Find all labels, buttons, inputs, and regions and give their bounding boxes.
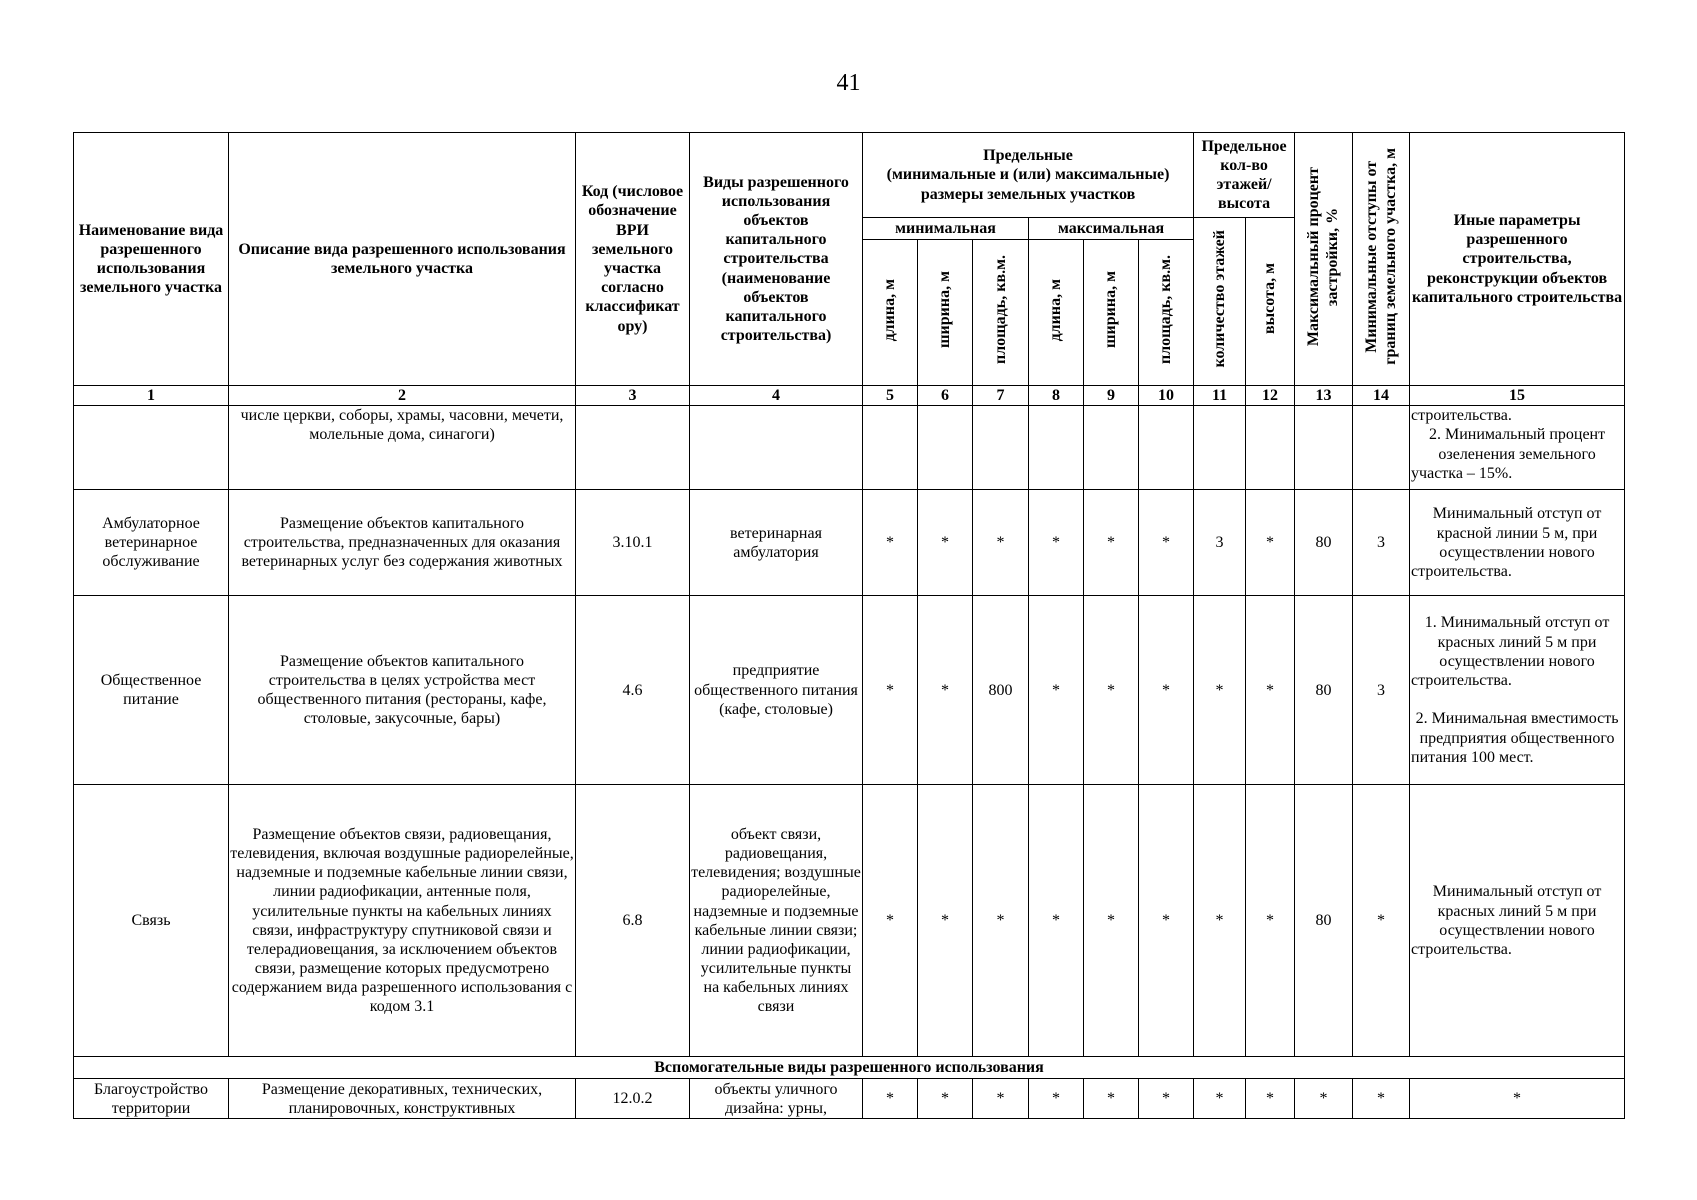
row-value: 80 [1295,490,1353,596]
header-other-params: Иные параметры разрешенного строительства, реконструкции объектов капитального строительства [1410,133,1625,386]
column-number: 4 [690,386,863,406]
row-value: * [918,785,973,1057]
page-number: 41 [836,70,861,96]
row-value: * [1295,1079,1353,1119]
column-number: 5 [863,386,918,406]
header-max-width: ширина, м [1084,240,1139,386]
row-objects: объект связи, радиовещания, телевидения; воздушные радиорелейные, надземные и подземные кабельные линии связи; линии радиофикации, усилительные пункты на кабельных линиях связи [690,785,863,1057]
table-row [74,406,1625,490]
row-objects: предприятие общественного питания (кафе, столовые) [690,596,863,785]
row-code: 12.0.2 [576,1079,690,1119]
header-max-area: площадь, кв.м. [1139,240,1194,386]
row-other-params: Минимальный отступ от красной линии 5 м, при осуществлении нового строительства. [1410,490,1625,596]
header-description: Описание вида разрешенного использования земельного участка [229,133,576,386]
row-value [1194,406,1246,490]
column-number: 11 [1194,386,1246,406]
row-name: Амбулаторное ветеринарное обслуживание [74,490,229,596]
row-value [1139,406,1194,490]
table-row [74,490,1625,596]
header-min-setback: Минимальные отступы от границ земельного участка, м [1353,133,1410,386]
row-name: Общественное питание [74,596,229,785]
row-value: * [918,1079,973,1119]
column-number: 15 [1410,386,1625,406]
column-number: 13 [1295,386,1353,406]
row-value: 80 [1295,785,1353,1057]
row-value: * [1029,1079,1084,1119]
column-number: 14 [1353,386,1410,406]
row-name: Связь [74,785,229,1057]
row-value [1353,406,1410,490]
column-number: 10 [1139,386,1194,406]
row-value: * [863,596,918,785]
row-value [1295,406,1353,490]
row-name [74,406,229,490]
row-value: 800 [973,596,1029,785]
header-min-group: минимальная [863,218,1029,240]
header-min-width: ширина, м [918,240,973,386]
row-value [918,406,973,490]
row-objects: ветеринарная амбулатория [690,490,863,596]
header-max-group: максимальная [1029,218,1194,240]
row-code: 3.10.1 [576,490,690,596]
row-value: * [1353,785,1410,1057]
row-value: 80 [1295,596,1353,785]
row-value: * [1194,785,1246,1057]
row-description: Размещение объектов капитального строительства, предназначенных для оказания ветеринарных услуг без содержания животных [229,490,576,596]
row-value: * [1194,596,1246,785]
row-description: Размещение объектов связи, радиовещания, телевидения, включая воздушные радиорелейные, надземные и подземные кабельные линии связи, линии радиофикации, антенные поля, усилительные пункты на кабельных линиях связи, инфраструктуру спутниковой связи и телерадиовещания, за исключением объектов связи, размещение которых предусмотрено содержанием вида разрешенного использования с кодом 3.1 [229,785,576,1057]
row-objects [690,406,863,490]
zoning-table [73,132,1625,1119]
row-value: * [1194,1079,1246,1119]
row-value: * [1139,490,1194,596]
row-value: * [918,490,973,596]
row-value: * [1084,1079,1139,1119]
row-description: числе церкви, соборы, храмы, часовни, мечети, молельные дома, синагоги) [229,406,576,490]
header-height: высота, м [1246,218,1295,386]
row-description: Размещение декоративных, технических, планировочных, конструктивных [229,1079,576,1119]
row-value: * [1084,596,1139,785]
row-value: * [863,1079,918,1119]
column-number: 12 [1246,386,1295,406]
row-value: 3 [1353,596,1410,785]
row-value: * [1246,490,1295,596]
header-name: Наименование вида разрешенного использования земельного участка [74,133,229,386]
row-value: * [1139,596,1194,785]
column-number: 8 [1029,386,1084,406]
header-objects: Виды разрешенного использования объектов капитального строительства (наименование объектов капитального строительства) [690,133,863,386]
row-name: Благоустройство территории [74,1079,229,1119]
row-value: * [863,490,918,596]
row-value: * [1353,1079,1410,1119]
header-min-area: площадь, кв.м. [973,240,1029,386]
row-value: * [1246,596,1295,785]
row-value [1084,406,1139,490]
row-value: * [1029,490,1084,596]
row-value: 3 [1353,490,1410,596]
header-max-length: длина, м [1029,240,1084,386]
header-plot-sizes: Предельные (минимальные и (или) максимальные) размеры земельных участков [863,133,1194,218]
row-objects: объекты уличного дизайна: урны, [690,1079,863,1119]
header-code: Код (числовое обозначение ВРИ земельного участка согласно классификат ору) [576,133,690,386]
column-number: 7 [973,386,1029,406]
row-code [576,406,690,490]
row-value [973,406,1029,490]
row-value: * [1139,785,1194,1057]
header-min-length: длина, м [863,240,918,386]
row-code: 4.6 [576,596,690,785]
column-number: 1 [74,386,229,406]
header-floors-count: количество этажей [1194,218,1246,386]
row-other-params: строительства. 2. Минимальный процент озеленения земельного участка – 15%. [1410,406,1625,490]
table-row [74,596,1625,785]
row-value: * [973,785,1029,1057]
column-number: 3 [576,386,690,406]
row-value: * [1029,785,1084,1057]
row-value [863,406,918,490]
row-other-params: Минимальный отступ от красных линий 5 м при осуществлении нового строительства. [1410,785,1625,1057]
row-value: * [1246,1079,1295,1119]
row-other-params: 1. Минимальный отступ от красных линий 5 м при осуществлении нового строительства. 2. Минимальная вместимость предприятия общественного питания 100 мест. [1410,596,1625,785]
row-value: * [1084,785,1139,1057]
row-code: 6.8 [576,785,690,1057]
row-value: * [1139,1079,1194,1119]
row-value: * [973,1079,1029,1119]
column-number: 9 [1084,386,1139,406]
table-row [74,785,1625,1057]
section-header-row [74,1057,1625,1079]
row-other-params: * [1410,1079,1625,1119]
header-floors-group: Предельное кол-во этажей/ высота [1194,133,1295,218]
row-value: * [1029,596,1084,785]
row-value: 3 [1194,490,1246,596]
header-max-percent: Максимальный процент застройки, % [1295,133,1353,386]
row-description: Размещение объектов капитального строительства в целях устройства мест общественного питания (рестораны, кафе, столовые, закусочные, бары) [229,596,576,785]
column-number: 2 [229,386,576,406]
section-title: Вспомогательные виды разрешенного использования [74,1057,1625,1079]
row-value [1029,406,1084,490]
row-value: * [863,785,918,1057]
column-number: 6 [918,386,973,406]
row-value: * [973,490,1029,596]
row-value: * [1246,785,1295,1057]
row-value: * [1084,490,1139,596]
row-value: * [918,596,973,785]
row-value [1246,406,1295,490]
table-row [74,1079,1625,1119]
